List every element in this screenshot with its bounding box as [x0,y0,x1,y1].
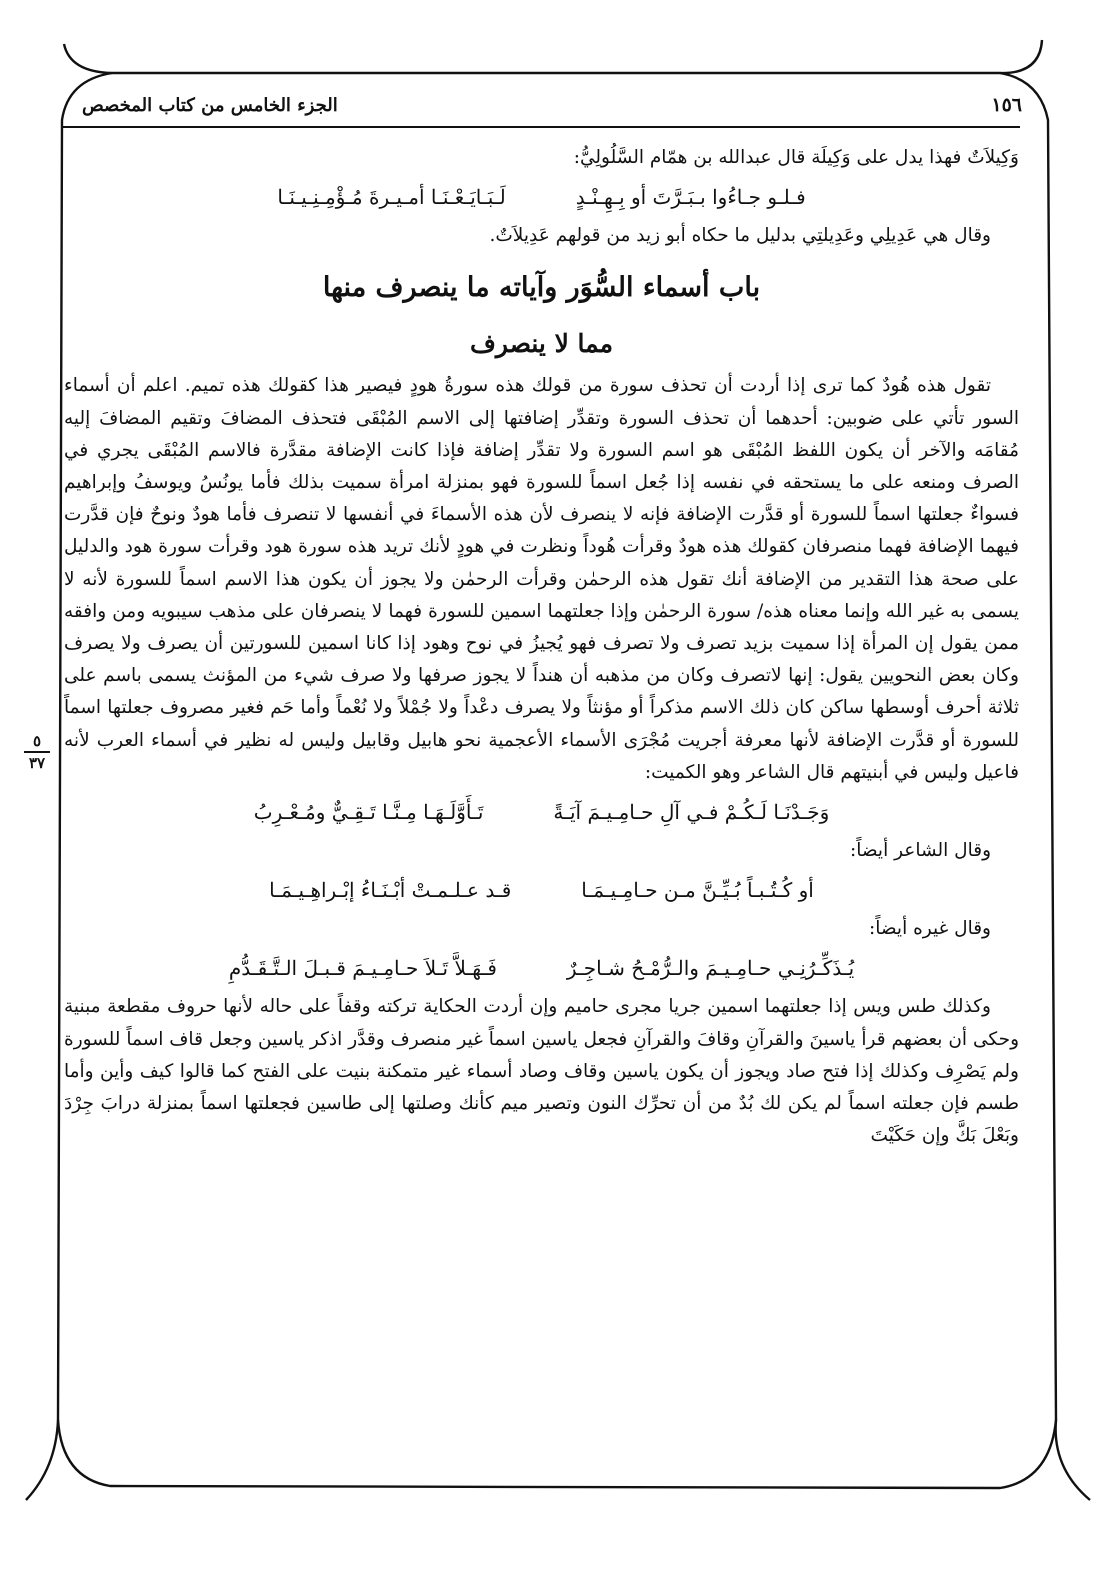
verse-3-first-hemistich: أو كُـتُـبـاً بُـيِّـنَّ مـن حـامِـيـمَـا [581,878,814,903]
verse-2-first-hemistich: وَجَـدْنَـا لَـكُـمْ فـي آلِ حـامِـيـمَ آيَـةً [553,800,830,825]
verse-intro-2: وقال الشاعر أيضاً: [850,840,991,862]
margin-reference [22,733,52,771]
margin-reference-bottom: ٣٧ [28,754,46,772]
verse-1-second-hemistich: لَـبَـايَـعْـنَـا أمـيـرةَ مُـؤْمِـنِـيـنَـا [277,185,506,210]
verse-1 [64,174,1019,220]
intro-line-2: وقال هي عَدِيلِي وعَدِيلتِي بدليل ما حكاه أبو زيد من قولهم عَدِيلاَتٌ. [489,225,991,247]
verse-3 [64,867,1019,913]
verse-3-second-hemistich: قـد عـلـمـتْ أبْـنَـاءُ إبْـراهِـيـمَـا [269,878,512,903]
chapter-heading: باب أسماء السُّوَر وآياته ما ينصرف منها [322,272,761,304]
running-title: الجزء الخامس من كتاب المخصص [82,94,338,116]
paragraph-1: تقول هذه هُودٌ كما ترى إذا أردت أن تحذف سورة من قولك هذه سورةُ هودٍ فيصير هذا كقولك هذه تميم. اعلم أن أسماء السور تأتي على ضوبين: أحدهما أن تحذف السورة وتقدِّر إضافتها إلى الاسم المُبْقَى فتحذف المضافَ وتقيم المضافَ إليه مُقامَه والآخر أن يكون اللفظ المُبْقَى هو اسم السورة ولا تقدِّر إضافة فإذا كانت الإضافة مقدَّرة فالاسم المُبْقَى يجري في الصرف ومنعه على ما يستحقه في نفسه إذا جُعل اسماً للسورة فهو بمنزلة امرأة سميت بذلك فأما يونُسُ ويوسفُ وإبراهيم فسواءٌ جعلتها اسماً للسورة أو قدَّرت الإضافة فإنه لا ينصرف لأن هذه الأسماءَ في أنفسها لا تنصرف فأما هودٌ ونوحٌ فإن قدَّرت فيهما الإضافة فهما منصرفان كقولك هذه هودٌ وقرأت هُوداً ونظرت في هودٍ لأنك تريد هذه سورة هود وقرأت سورة هود والدليل على صحة هذا التقدير من الإضافة أنك تقول هذه الرحمٰن وقرأت الرحمٰن ولا يجوز أن يكون هذا الاسم اسماً للسورة لأنه لا يسمى به غير الله وإنما معناه هذه/ سورة الرحمٰن وإذا جعلتهما اسمين للسورة فهما لا ينصرفان على مذهب سيبويه ومن وافقه ممن يقول إن المرأة إذا سميت بزيد تصرف ولا تصرف فهو يُجيزُ في نوح وهود إذا كانا اسمين للسورتين أن يصرف ولا يصرف وكان بعض النحويين يقول: إنها لاتصرف وكان من مذهبه أن هنداً لا يجوز صرفها ولا صرف شيء من المؤنث يسمى باسم على ثلاثة أحرف أوسطها ساكن كان ذلك الاسم مذكراً أو مؤنثاً ولا يصرف دعْداً ولا جُمْلاً ولا نُعْماً وأما حَم فغير مصروف جعلتها اسماً للسورة أو قدَّرت الإضافة لأنها معرفة أجريت مُجْرَى الأسماء الأعجمية نحو هابيل وقابيل وليس له نظير في أسماء العرب لأنه فاعيل وليس في أبنيتهم قال الشاعر وهو الكميت: [64,375,1019,783]
margin-reference-top: ٥ [32,732,42,750]
verse-2-second-hemistich: تَـأَوَّلَـهَـا مِـنَّـا تَـقِـيٌّ ومُـعْـرِبُ [253,800,484,825]
verse-4 [64,945,1019,991]
verse-1-first-hemistich: فـلـو جـاءُوا بـبَـرَّتَ أو بِـهِـنْـدٍ [575,185,806,210]
header-rule [62,126,1020,128]
intro-line-1: وَكِيلاَتٌ فهذا يدل على وَكِيلَة قال عبدالله بن همّام السَّلُولِيُّ: [573,147,1019,168]
margin-reference-bar [24,751,50,753]
section-heading: مما لا ينصرف [469,329,614,359]
verse-4-first-hemistich: يُـذَكِّـرُنِـي حـامِـيـمَ والـرُّمْـحُ شـاجِـرٌ [566,956,855,981]
page-header [82,88,1022,122]
verse-2 [64,789,1019,835]
verse-4-second-hemistich: فَـهَـلاَّ تَـلاَ حـامِـيـمَ قـبـلَ الـتَّـقَـدُّمِ [228,956,497,981]
page-number: ١٥٦ [991,94,1022,116]
paragraph-2: وكذلك طس ويس إذا جعلتهما اسمين جريا مجرى حاميم وإن أردت الحكاية تركته وقفاً على حاله لأنها حروف مقطعة مبنية وحكى أن بعضهم قرأ ياسينَ والقرآنِ وقافَ والقرآنِ فجعل ياسين اسماً غير منصرف وقدَّر اذكر ياسين وجعل قاف اسماً للسورة ولم يَصْرِف وكذلك إذا فتح صاد ويجوز أن يكون ياسين وقاف وصاد أسماء غير متمكنة بنيت على الفتح كما قالوا كيف وأين وأما طسم فإن جعلته اسماً لم يكن لك بُدٌ من أن تحرِّك النون وتصير ميم كأنك وصلتها إلى طاسين فجعلتها اسماً بمنزلة درابَ جِرْدَ وبَعْلَ بَكَّ وإن حَكَيْتَ [64,996,1019,1147]
page-body [64,142,1019,1152]
verse-intro-3: وقال غيره أيضاً: [869,918,991,940]
